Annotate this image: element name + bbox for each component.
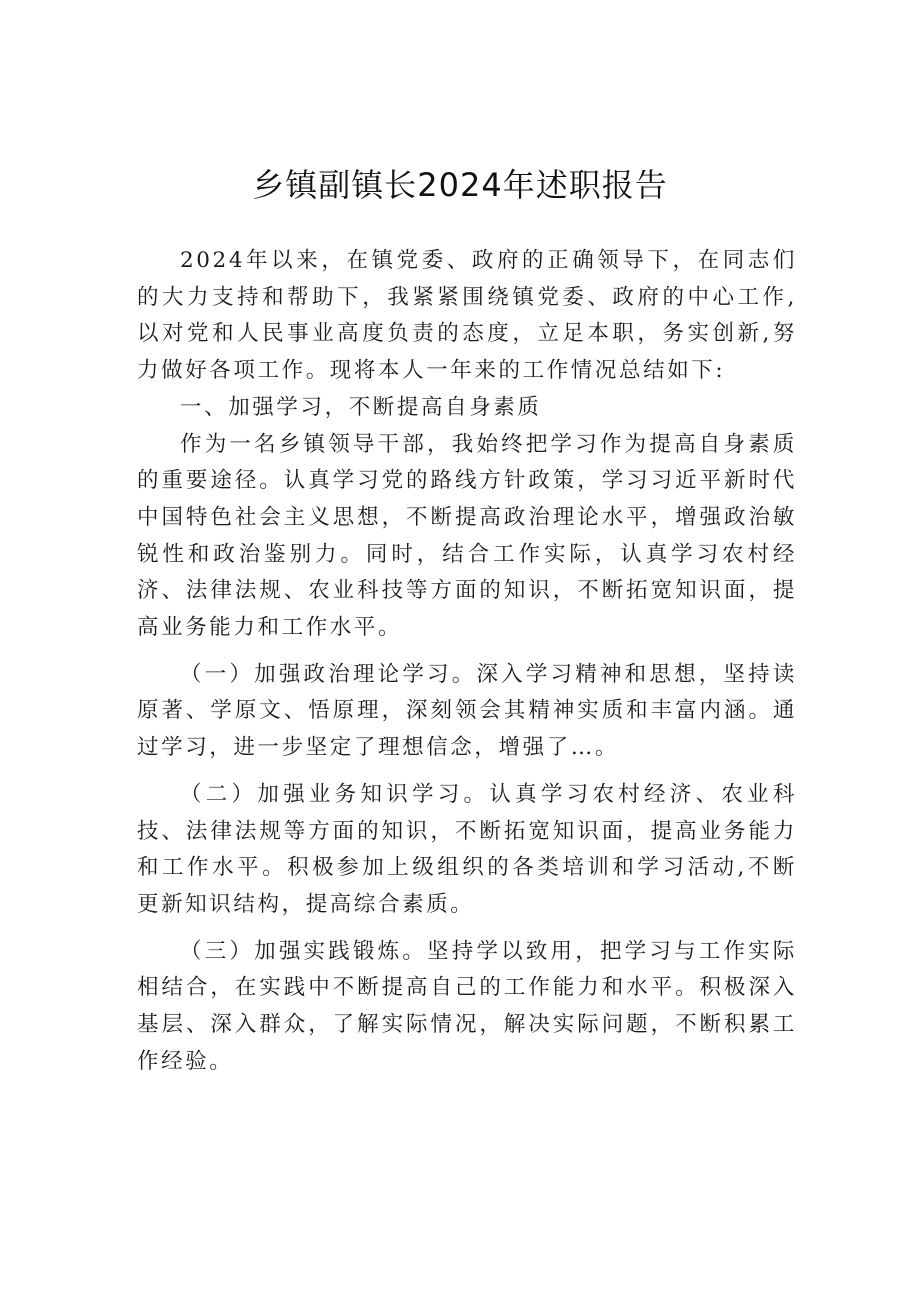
section-heading-1: 一、加强学习，不断提高自身素质 xyxy=(180,394,542,420)
intro-paragraph: 2024年以来，在镇党委、政府的正确领导下，在同志们的大力支持和帮助下，我紧紧围绕镇党委、政府的中心工作,以对党和人民事业高度负责的态度，立足本职，务实创新,努力做好各项工作。现将本人一年来的工作情况总结如下: xyxy=(137,248,797,384)
subsection-3-paragraph: （三）加强实践锻炼。坚持学以致用，把学习与工作实际相结合，在实践中不断提高自己的工作能力和水平。积极深入基层、深入群众，了解实际情况，解决实际问题，不断积累工作经验。 xyxy=(137,938,797,1074)
document-body xyxy=(137,243,797,1080)
document-title: 乡镇副镇长2024年述职报告 xyxy=(252,166,668,204)
subsection-1-paragraph: （一）加强政治理论学习。深入学习精神和思想，坚持读原著、学原文、悟原理，深刻领会其精神实质和丰富内涵。通过学习，进一步坚定了理想信念，增强了…。 xyxy=(137,661,797,761)
subsection-2-paragraph: （二）加强业务知识学习。认真学习农村经济、农业科技、法律法规等方面的知识，不断拓宽知识面，提高业务能力和工作水平。积极参加上级组织的各类培训和学习活动,不断更新知识结构，提高综合素质。 xyxy=(137,781,797,917)
section-1-paragraph: 作为一名乡镇领导干部，我始终把学习作为提高自身素质的重要途径。认真学习党的路线方针政策，学习习近平新时代中国特色社会主义思想，不断提高政治理论水平，增强政治敏锐性和政治鉴别力。同时，结合工作实际，认真学习农村经济、法律法规、农业科技等方面的知识，不断拓宽知识面，提高业务能力和工作水平。 xyxy=(137,431,797,641)
